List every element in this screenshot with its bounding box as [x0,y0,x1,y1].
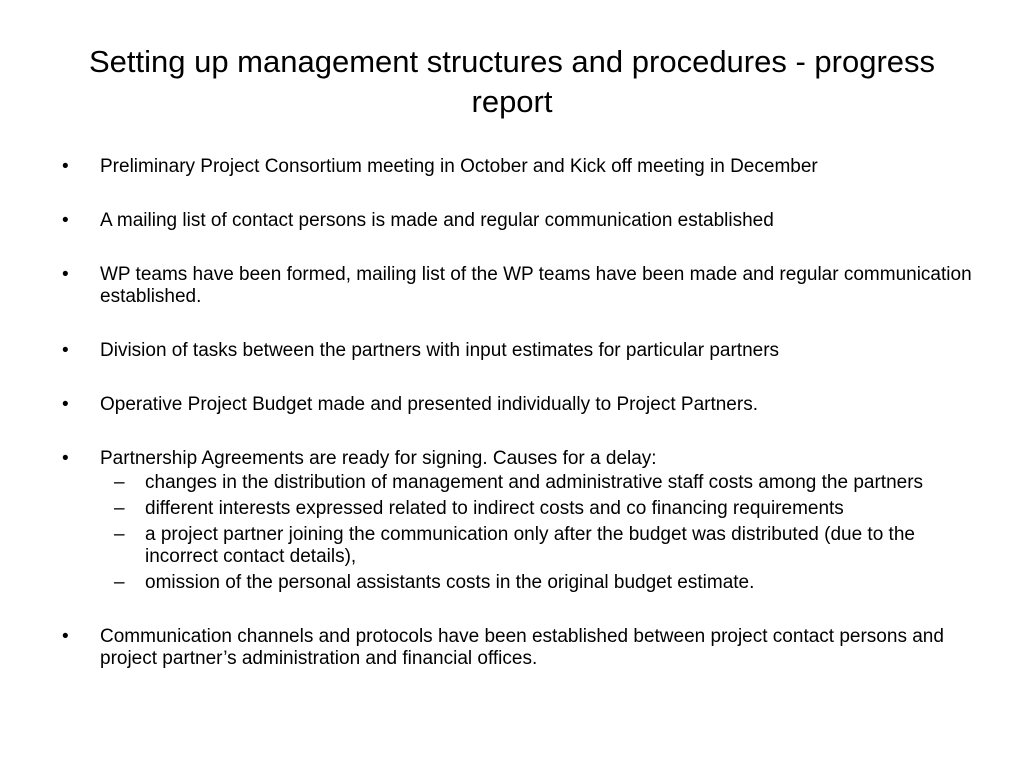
sub-bullet-text: omission of the personal assistants costs in the original budget estimate. [145,572,755,593]
dash-icon: – [114,472,125,493]
sub-bullet-text: changes in the distribution of management and administrative staff costs among the partners [145,472,924,493]
bullet-item [62,264,982,308]
bullet-icon: • [62,626,69,647]
sub-bullet-text: a project partner joining the communication only after the budget was distributed (due to the incorrect contact details), [145,524,915,567]
bullet-text: Preliminary Project Consortium meeting in October and Kick off meeting in December [100,156,818,177]
slide-title: Setting up management structures and procedures - progress report [88,44,936,119]
bullet-list [62,156,982,702]
dash-icon: – [114,498,125,519]
sub-bullet-item [100,472,982,494]
sub-bullet-text: different interests expressed related to indirect costs and co financing requirements [145,498,844,519]
bullet-icon: • [62,340,69,361]
sub-bullet-item [100,524,982,568]
bullet-text: WP teams have been formed, mailing list of the WP teams have been made and regular communication established. [100,264,972,307]
bullet-icon: • [62,394,69,415]
bullet-text: Communication channels and protocols have been established between project contact persons and project partner’s administration and financial offices. [100,626,944,669]
bullet-text: Partnership Agreements are ready for signing. Causes for a delay: [100,448,657,469]
bullet-icon: • [62,264,69,285]
bullet-icon: • [62,210,69,231]
bullet-icon: • [62,156,69,177]
bullet-text: Division of tasks between the partners with input estimates for particular partners [100,340,780,361]
sub-bullet-item [100,498,982,520]
sub-bullet-item [100,572,982,594]
bullet-item [62,394,982,416]
bullet-text: Operative Project Budget made and presented individually to Project Partners. [100,394,758,415]
bullet-item [62,626,982,670]
bullet-item [62,340,982,362]
bullet-item [62,210,982,232]
sub-bullet-list [100,472,982,594]
bullet-icon: • [62,448,69,469]
bullet-text: A mailing list of contact persons is made and regular communication established [100,210,774,231]
bullet-item [62,448,982,594]
dash-icon: – [114,572,125,593]
dash-icon: – [114,524,125,545]
bullet-item [62,156,982,178]
